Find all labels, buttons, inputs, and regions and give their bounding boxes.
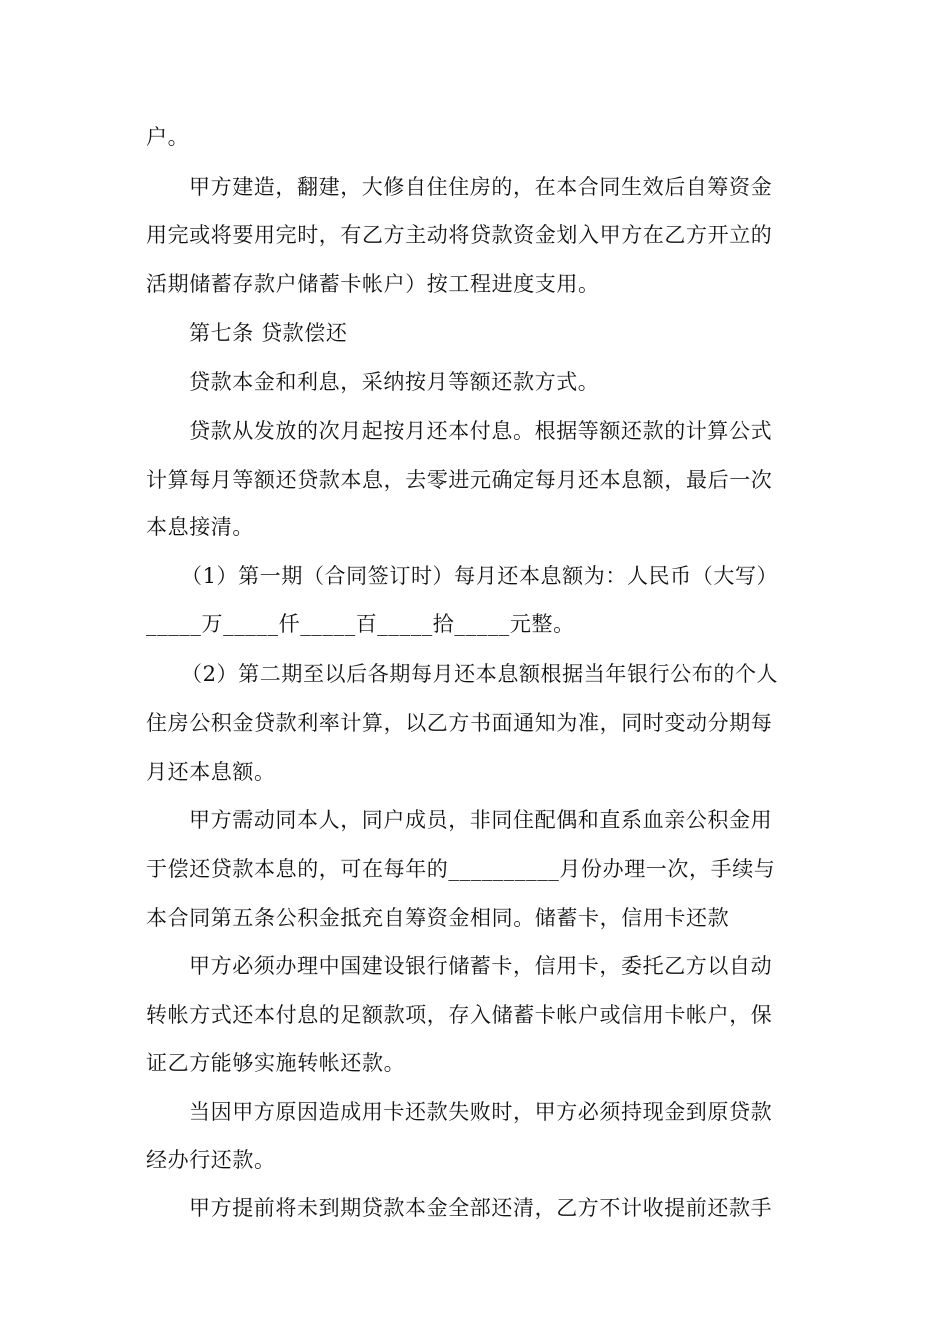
text-line: 于偿还贷款本息的，可在每年的__________月份办理一次，手续与 [146,857,776,881]
text-line: 用完或将要用完时，有乙方主动将贷款资金划入甲方在乙方开立的 [146,223,773,247]
text-line: 甲方必须办理中国建设银行储蓄卡，信用卡，委托乙方以自动 [189,954,773,978]
text-line: （1）第一期（合同签订时）每月还本息额为：人民币（大写） [181,564,779,588]
text-line: 证乙方能够实施转帐还款。 [146,1051,406,1075]
text-line: 本合同第五条公积金抵充自筹资金相同。储蓄卡，信用卡还款 [146,906,730,930]
section-heading: 第七条 贷款偿还 [189,321,348,345]
text-line: 经办行还款。 [146,1148,276,1172]
text-line: 甲方提前将未到期贷款本金全部还清，乙方不计收提前还款手 [189,1196,773,1220]
text-line: （2）第二期至以后各期每月还本息额根据当年银行公布的个人 [181,662,779,686]
text-line: 当因甲方原因造成用卡还款失败时，甲方必须持现金到原贷款 [189,1100,773,1124]
text-line: 户。 [146,125,190,149]
text-line: 月还本息额。 [146,760,276,784]
text-line: 转帐方式还本付息的足额款项，存入储蓄卡帐户或信用卡帐户，保 [146,1003,773,1027]
text-line: 活期储蓄存款户储蓄卡帐户）按工程进度支用。 [146,272,600,296]
text-line: 甲方需动同本人，同户成员，非同住配偶和直系血亲公积金用 [189,808,773,832]
amount-blank-line: _____万_____仟_____百_____拾_____元整。 [146,612,575,636]
text-line: 贷款从发放的次月起按月还本付息。根据等额还款的计算公式 [189,419,773,443]
text-line: 计算每月等额还贷款本息，去零进元确定每月还本息额，最后一次 [146,468,773,492]
text-line: 甲方建造，翻建，大修自住住房的，在本合同生效后自筹资金 [189,175,773,199]
text-line: 本息接清。 [146,515,254,539]
text-line: 贷款本金和利息，采纳按月等额还款方式。 [189,370,600,394]
text-line: 住房公积金贷款利率计算，以乙方书面通知为准，同时变动分期每 [146,711,773,735]
